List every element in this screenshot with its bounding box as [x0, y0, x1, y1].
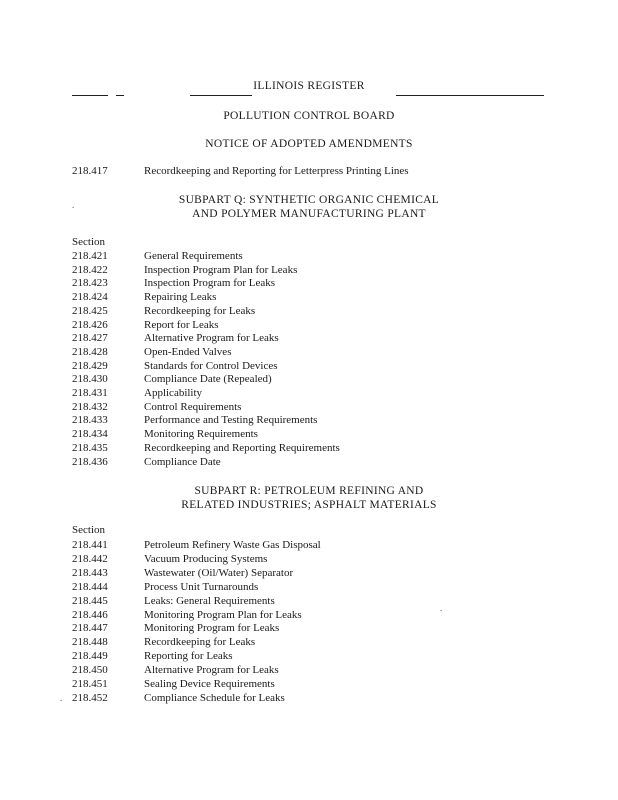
section-title: Recordkeeping for Leaks [144, 636, 256, 649]
section-title: Performance and Testing Requirements [144, 414, 318, 427]
section-number: 218.432 [72, 400, 108, 413]
section-number: 218.446 [72, 608, 108, 621]
stray-mark: . [60, 693, 63, 703]
section-number: 218.434 [72, 428, 108, 441]
section-number: 218.417 [72, 165, 108, 177]
section-title: Inspection Program Plan for Leaks [144, 263, 298, 276]
section-title: Monitoring Requirements [144, 428, 258, 441]
section-number: 218.421 [72, 250, 108, 262]
section-title: Recordkeeping for Leaks [144, 304, 256, 317]
section-number: 218.428 [72, 345, 108, 358]
section-number: 218.424 [72, 291, 108, 304]
section-title: Recordkeeping and Reporting for Letterpress Printing Lines [144, 165, 409, 177]
section-title: Wastewater (Oil/Water) Separator [144, 566, 294, 579]
section-number: 218.433 [72, 414, 108, 427]
register-title: ILLINOIS REGISTER [253, 80, 365, 92]
section-title: Vacuum Producing Systems [144, 552, 268, 565]
section-number: 218.431 [72, 387, 108, 399]
section-title: Monitoring Program for Leaks [144, 622, 280, 635]
header-rule-center [190, 95, 252, 96]
section-title: Inspection Program for Leaks [144, 277, 276, 290]
section-title: Compliance Date [144, 455, 221, 468]
stray-mark: . [440, 603, 443, 613]
section-number: 218.444 [72, 580, 108, 593]
section-title: Process Unit Turnarounds [144, 580, 259, 593]
subpart-q-section-label: Section [72, 236, 105, 248]
subpart-q-heading-line2: AND POLYMER MANUFACTURING PLANT [192, 208, 426, 220]
section-title: Standards for Control Devices [144, 359, 278, 372]
section-number: 218.452 [72, 691, 108, 704]
section-number: 218.429 [72, 359, 108, 372]
section-number: 218.450 [72, 664, 108, 677]
section-number: 218.423 [72, 277, 108, 290]
header-rule-right [396, 95, 544, 96]
section-title: General Requirements [144, 250, 243, 262]
header-rule-left [72, 95, 108, 96]
section-title: Open-Ended Valves [144, 345, 232, 358]
section-number: 218.430 [72, 373, 108, 386]
section-title: Alternative Program for Leaks [144, 664, 279, 677]
section-number: 218.441 [72, 539, 108, 551]
section-title: Compliance Schedule for Leaks [144, 691, 285, 704]
board-title: POLLUTION CONTROL BOARD [223, 110, 395, 122]
section-title: Control Requirements [144, 400, 242, 413]
section-number: 218.449 [72, 650, 108, 663]
section-title: Sealing Device Requirements [144, 678, 275, 690]
section-number: 218.445 [72, 594, 108, 607]
section-title: Report for Leaks [144, 318, 219, 331]
section-title: Alternative Program for Leaks [144, 332, 279, 345]
section-title: Repairing Leaks [144, 291, 217, 304]
section-number: 218.451 [72, 678, 108, 690]
header-rule-left-short [116, 95, 124, 96]
subpart-r-heading-line2: RELATED INDUSTRIES; ASPHALT MATERIALS [181, 499, 437, 511]
subpart-r-heading-line1: SUBPART R: PETROLEUM REFINING AND [194, 485, 424, 497]
section-number: 218.443 [72, 566, 108, 579]
section-title: Compliance Date (Repealed) [144, 373, 272, 386]
section-number: 218.442 [72, 552, 108, 565]
section-title: Monitoring Program Plan for Leaks [144, 608, 302, 621]
section-number: 218.436 [72, 455, 108, 468]
section-title: Petroleum Refinery Waste Gas Disposal [144, 539, 321, 551]
section-title: Reporting for Leaks [144, 650, 233, 663]
section-number: 218.425 [72, 304, 108, 317]
section-number: 218.426 [72, 318, 108, 331]
section-number: 218.448 [72, 636, 108, 649]
subpart-r-section-label: Section [72, 524, 105, 536]
stray-mark: . [72, 200, 75, 210]
notice-title: NOTICE OF ADOPTED AMENDMENTS [205, 138, 413, 150]
section-title: Leaks: General Requirements [144, 594, 275, 607]
section-title: Applicability [144, 387, 203, 399]
section-number: 218.427 [72, 332, 108, 345]
subpart-q-heading-line1: SUBPART Q: SYNTHETIC ORGANIC CHEMICAL [178, 194, 440, 206]
section-number: 218.447 [72, 622, 108, 635]
section-number: 218.435 [72, 441, 108, 454]
section-number: 218.422 [72, 263, 108, 276]
section-title: Recordkeeping and Reporting Requirements [144, 441, 340, 454]
